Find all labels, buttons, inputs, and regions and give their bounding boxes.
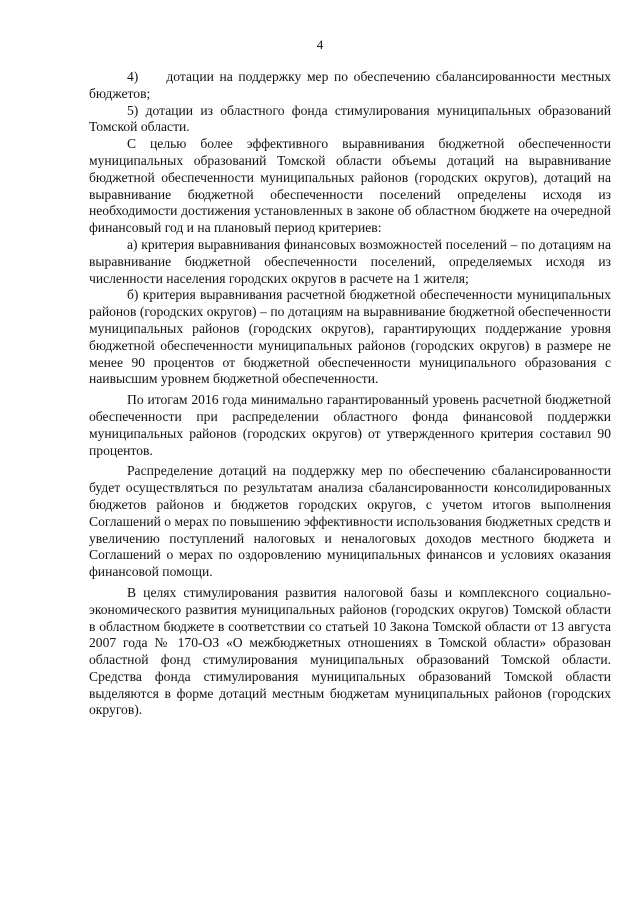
paragraph-results-2016: По итогам 2016 года минимально гарантированный уровень расчетной бюджетной обеспеченности при распределении областного фонда финансовой поддержки муниципальных районов (городских округов) от утвержденного критерия составил 90 процентов. [89, 392, 611, 458]
document-body [89, 69, 611, 719]
paragraph-stimulation-fund: В целях стимулирования развития налоговой базы и комплексного социально-экономического развития муниципальных районов (городских округов) Томской области в областном бюджете в соответствии со статьей 10 Закона Томской области от 13 августа 2007 года № 170-ОЗ «О межбюджетных отношениях в Томской области» образован областной фонд стимулирования муниципальных образований Томской области. Средства фонда стимулирования муниципальных образований Томской области выделяются в форме дотаций местным бюджетам муниципальных районов (городских округов). [89, 584, 611, 718]
paragraph-balancing-subsidies: Распределение дотаций на поддержку мер по обеспечению сбалансированности будет осуществляться по результатам анализа сбалансированности консолидированных бюджетов районов и бюджетов городских округов, с учетом итогов выполнения Соглашений о мерах по повышению эффективности использования бюджетных средств и увеличению поступлений налоговых и неналоговых доходов местного бюджета и Соглашений о мерах по оздоровлению муниципальных финансов и условиях оказания финансовой помощи. [89, 463, 611, 580]
paragraph-item-4: 4) дотации на поддержку мер по обеспечению сбалансированности местных бюджетов; [89, 69, 611, 101]
paragraph-criteria-intro: С целью более эффективного выравнивания бюджетной обеспеченности муниципальных образований Томской области объемы дотаций на выравнивание бюджетной обеспеченности муниципальных районов (городских округов), дотаций на выравнивание бюджетной обеспеченности поселений определены исходя из необходимости достижения установленных в законе об областном бюджете на очередной финансовый год и на плановый период критериев: [89, 136, 611, 236]
paragraph-criterion-b: б) критерия выравнивания расчетной бюджетной обеспеченности муниципальных районов (городских округов) – по дотациям на выравнивание бюджетной обеспеченности муниципальных районов (городских округов), гарантирующих поддержание уровня бюджетной обеспеченности муниципальных районов (городских округов) в размере не менее 90 процентов от бюджетной обеспеченности муниципального образования с наивысшим уровнем бюджетной обеспеченности. [89, 287, 611, 387]
paragraph-criterion-a: а) критерия выравнивания финансовых возможностей поселений – по дотациям на выравнивание бюджетной обеспеченности поселений, определяемых исходя из численности населения городских округов в расчете на 1 жителя; [89, 236, 611, 286]
paragraph-item-5: 5) дотации из областного фонда стимулирования муниципальных образований Томской области. [89, 102, 611, 135]
page-number: 4 [316, 37, 324, 52]
